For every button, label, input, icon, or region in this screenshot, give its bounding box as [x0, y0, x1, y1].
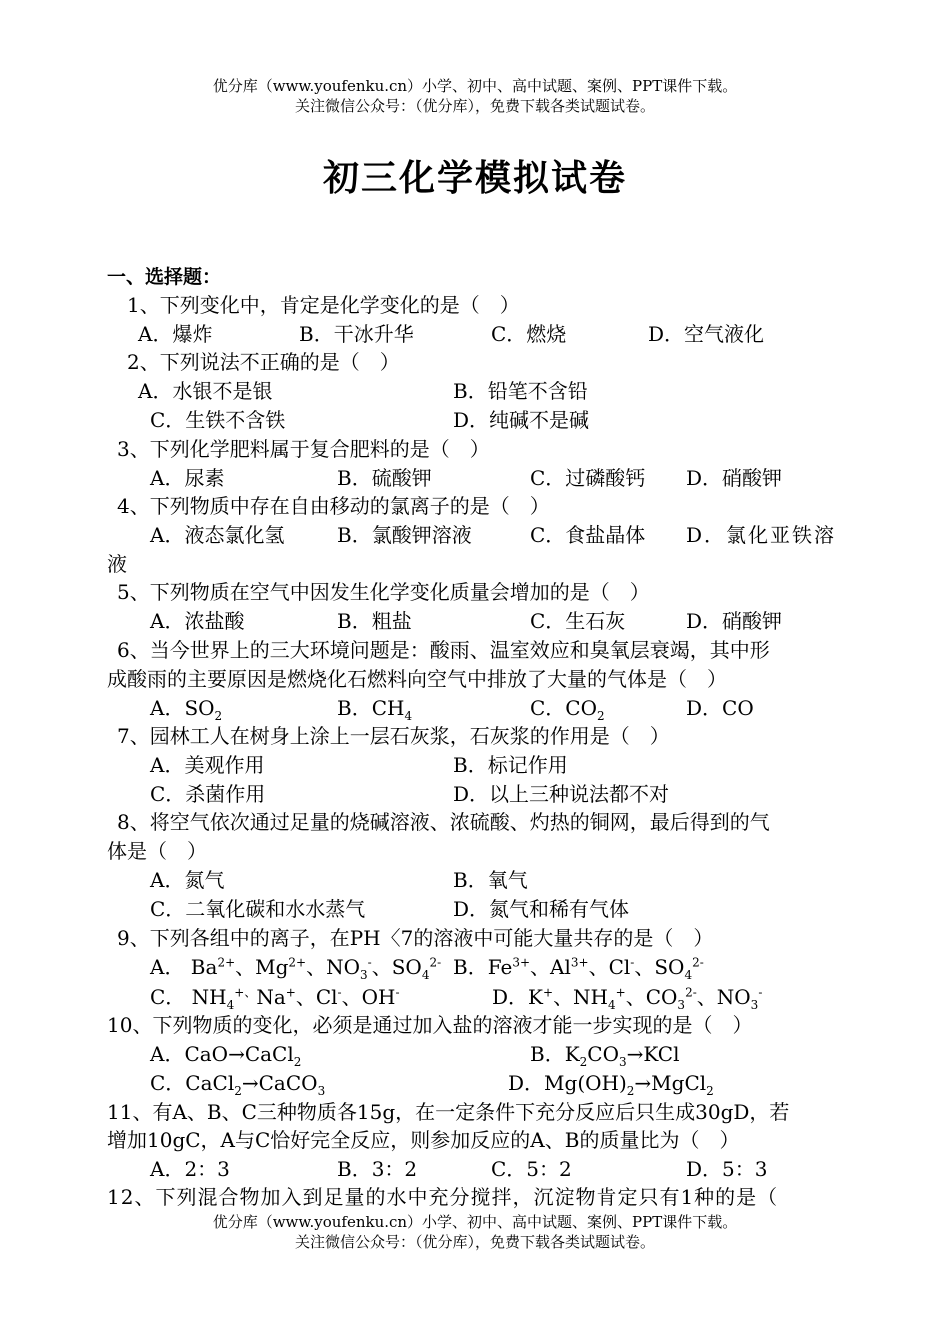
- q4-option-b: B．氯酸钾溶液: [337, 523, 472, 547]
- q10-option-d: D．$Mg(OH)_2\to MgCl_2$: [508, 1071, 714, 1098]
- q8-option-c: C．二氧化碳和水水蒸气: [150, 897, 366, 921]
- q10-option-b: B．$K_2CO_3\to KCl$: [530, 1042, 680, 1069]
- q7-option-a: A．美观作用: [150, 753, 265, 777]
- q11-stem-line-2: 增加10gC，A与C恰好完全反应，则参加反应的A、B的质量比为（ ）: [107, 1128, 740, 1152]
- q9-option-b: B．$Fe^{3+}$、$Al^{3+}$、Cl-、$SO_4^{2-}$: [453, 955, 704, 982]
- q7-option-d: D．以上三种说法都不对: [453, 782, 670, 806]
- q10-stem: 10、下列物质的变化，必须是通过加入盐的溶液才能一步实现的是（ ）: [107, 1013, 753, 1037]
- q1-option-a: A．爆炸: [138, 322, 213, 346]
- page-title: 初三化学模拟试卷: [322, 158, 627, 199]
- q1-stem: 1、下列变化中，肯定是化学变化的是（ ）: [127, 293, 520, 317]
- q2-option-c: C．生铁不含铁: [150, 408, 286, 432]
- q2-option-a: A．水银不是银: [138, 379, 273, 403]
- q11-option-d: D．5：3: [686, 1157, 768, 1181]
- q3-option-c: C．过磷酸钙: [530, 466, 646, 490]
- q4-option-d: D．氯化亚铁溶: [686, 523, 837, 547]
- q1-option-b: B．干冰升华: [299, 322, 414, 346]
- q9-stem: 9、下列各组中的离子，在PH〈7的溶液中可能大量共存的是（ ）: [117, 926, 714, 950]
- q5-option-c: C．生石灰: [530, 609, 626, 633]
- q12-stem: 12、下列混合物加入到足量的水中充分搅拌，沉淀物肯定只有1种的是（: [107, 1185, 779, 1209]
- q11-option-b: B．3：2: [337, 1157, 418, 1181]
- q5-option-d: D．硝酸钾: [686, 609, 783, 633]
- q3-option-b: B．硫酸钾: [337, 466, 432, 490]
- q5-stem: 5、下列物质在空气中因发生化学变化质量会增加的是（ ）: [117, 580, 650, 604]
- q1-option-d: D．空气液化: [648, 322, 765, 346]
- footer-line-1: 优分库（www.youfenku.cn）小学、初中、高中试题、案例、PPT课件下载。: [212, 1213, 738, 1231]
- header-line-2: 关注微信公众号：（优分库），免费下载各类试题试卷。: [294, 97, 655, 115]
- footer-line-2: 关注微信公众号：（优分库），免费下载各类试题试卷。: [294, 1233, 655, 1251]
- q11-option-c: C．5：2: [491, 1157, 572, 1181]
- q7-stem: 7、园林工人在树身上涂上一层石灰浆，石灰浆的作用是（ ）: [117, 724, 670, 748]
- q6-stem-line-1: 6、当今世界上的三大环境问题是：酸雨、温室效应和臭氧层衰竭，其中形: [117, 638, 770, 662]
- q8-option-b: B．氧气: [453, 868, 528, 892]
- q8-stem-line-1: 8、将空气依次通过足量的烧碱溶液、浓硫酸、灼热的铜网，最后得到的气: [117, 810, 770, 834]
- q3-stem: 3、下列化学肥料属于复合肥料的是（ ）: [117, 437, 490, 461]
- q11-option-a: A．2：3: [150, 1157, 230, 1181]
- q10-option-c: C．CaCl$_2$→CaCO$_3$: [150, 1071, 326, 1098]
- q4-option-a: A．液态氯化氢: [150, 523, 285, 547]
- q5-option-b: B．粗盐: [337, 609, 412, 633]
- q5-option-a: A．浓盐酸: [150, 609, 245, 633]
- q6-option-c: C．$CO_2$: [530, 696, 605, 723]
- q6-option-b: B．$CH_4$: [337, 696, 413, 723]
- q8-option-a: A．氮气: [150, 868, 225, 892]
- q2-option-b: B．铅笔不含铅: [453, 379, 588, 403]
- q2-stem: 2、下列说法不正确的是（ ）: [127, 350, 400, 374]
- q9-option-a: A． $Ba^{2+}$、$Mg^{2+}$、$NO_3^-$、$SO_4^{2-}$: [150, 955, 442, 982]
- header-line-1: 优分库（www.youfenku.cn）小学、初中、高中试题、案例、PPT课件下载。: [212, 77, 738, 95]
- q3-option-a: A．尿素: [150, 466, 225, 490]
- q4-option-d-continued: 液: [107, 552, 127, 576]
- q10-option-a: A．CaO→CaCl$_2$: [150, 1042, 302, 1069]
- q3-option-d: D．硝酸钾: [686, 466, 783, 490]
- section-heading: 一、选择题：: [107, 266, 222, 288]
- q6-option-d: D．CO: [686, 696, 754, 720]
- page-header: [0, 76, 950, 116]
- q8-option-d: D．氮气和稀有气体: [453, 897, 630, 921]
- q6-option-a: A．$SO_2$: [150, 696, 223, 723]
- q8-stem-line-2: 体是（ ）: [107, 839, 207, 863]
- q7-option-b: B．标记作用: [453, 753, 568, 777]
- q6-stem-line-2: 成酸雨的主要原因是燃烧化石燃料向空气中排放了大量的气体是（ ）: [107, 667, 727, 691]
- q7-option-c: C．杀菌作用: [150, 782, 266, 806]
- q11-stem-line-1: 11、有A、B、C三种物质各15g，在一定条件下充分反应后只生成30gD，若: [107, 1100, 790, 1124]
- q4-stem: 4、下列物质中存在自由移动的氯离子的是（ ）: [117, 494, 550, 518]
- q1-option-c: C．燃烧: [491, 322, 567, 346]
- q4-option-c: C．食盐晶体: [530, 523, 646, 547]
- q9-option-c: C． $NH_4^{+、}Na^+$、Cl-、OH-: [150, 985, 400, 1012]
- q2-option-d: D．纯碱不是碱: [453, 408, 590, 432]
- page-footer: [0, 1212, 950, 1252]
- q9-option-d: D．K+、$NH_4^+$、$CO_3^{2-}$、$NO_3^-$: [492, 985, 763, 1012]
